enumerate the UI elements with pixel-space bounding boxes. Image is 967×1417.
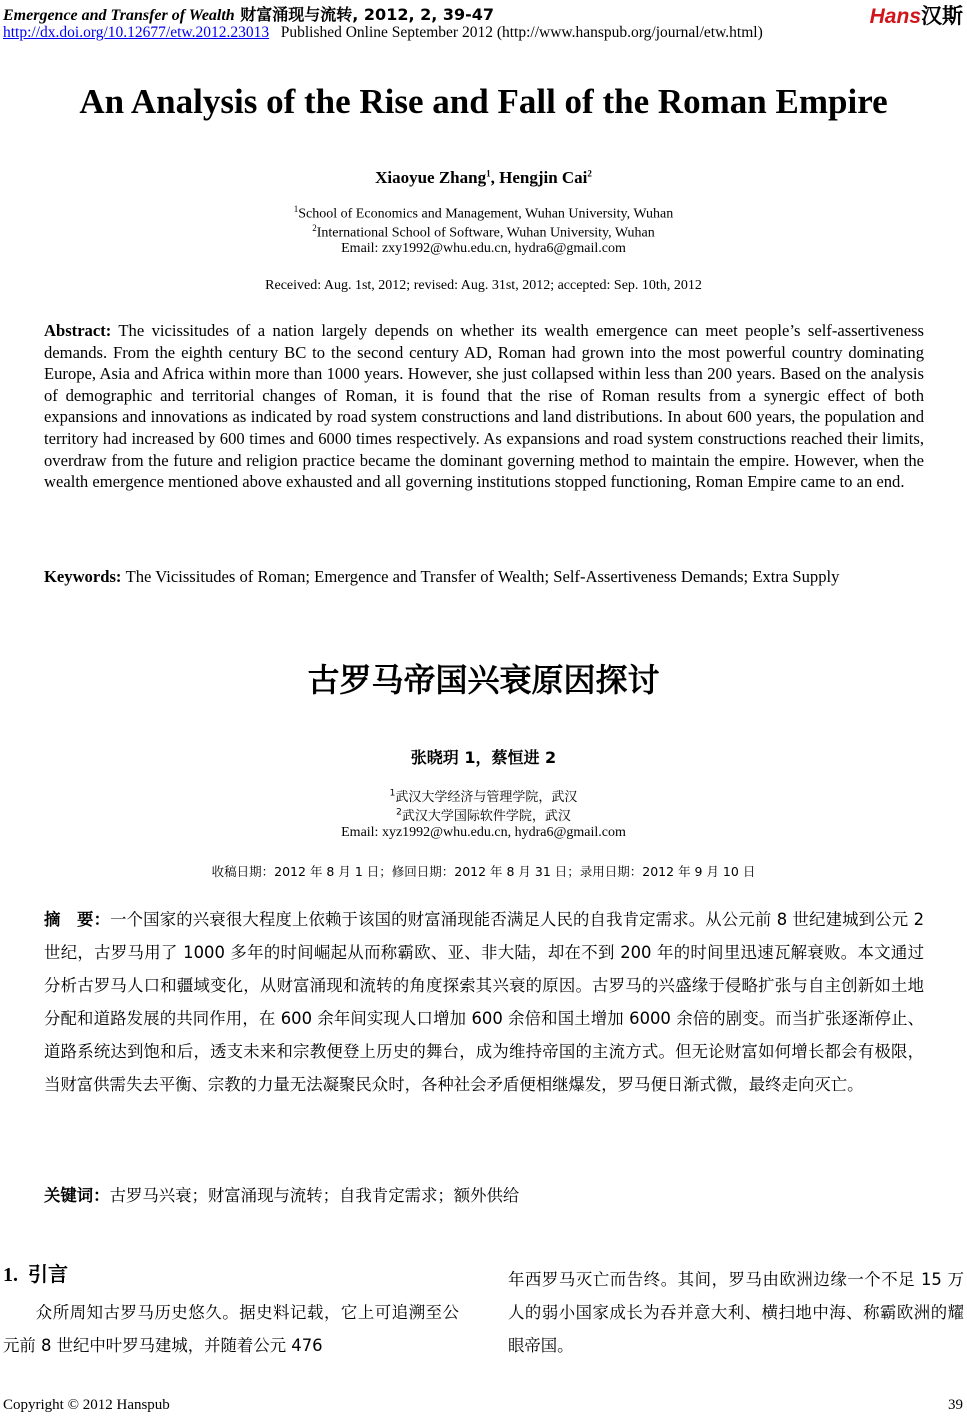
- email-cn: Email: xyz1992@whu.edu.cn, hydra6@gmail.com: [341, 825, 626, 840]
- keywords-text: The Vicissitudes of Roman; Emergence and Transfer of Wealth; Self-Assertiveness Demands; Extra Supply: [125, 567, 840, 586]
- copyright: Copyright © 2012 Hanspub: [3, 1397, 170, 1413]
- keywords-cn: [44, 1182, 519, 1206]
- received-dates: Received: Aug. 1st, 2012; revised: Aug. 31st, 2012; accepted: Sep. 10th, 2012: [265, 278, 702, 293]
- published-info: Published Online September 2012 (http://www.hanspub.org/journal/etw.html): [280, 24, 763, 41]
- affiliation-text: School of Economics and Management, Wuhan University, Wuhan: [298, 206, 674, 222]
- journal-info: 财富涌现与流转, 2012, 2, 39-47: [234, 5, 495, 24]
- section-number: 1.: [3, 1264, 18, 1286]
- keywords-en: [44, 566, 896, 588]
- journal-header: [3, 2, 494, 25]
- abstract-en: [44, 320, 924, 493]
- abstract-cn: [44, 903, 924, 1101]
- logo-cn: 汉斯: [921, 4, 963, 28]
- affiliation-cn-1: $^1$武汉大学经济与管理学院，武汉: [389, 788, 578, 805]
- authors: Xiaoyue Zhang$^1$, Hengjin Cai$^2$: [375, 168, 592, 187]
- keywords-text-cn: 古罗马兴衰；财富涌现与流转；自我肯定需求；额外供给: [109, 1186, 520, 1205]
- journal-name: Emergence and Transfer of Wealth: [3, 7, 235, 24]
- affiliation-text: 武汉大学国际软件学院，武汉: [401, 809, 571, 824]
- title-cn: 古罗马帝国兴衰原因探讨: [307, 661, 660, 699]
- abstract-label-cn: 摘 要：: [44, 910, 111, 929]
- dates-cn: 收稿日期：2012 年 8 月 1 日；修回日期：2012 年 8 月 31 日；录用日期：2012 年 9 月 10 日: [211, 864, 756, 879]
- affiliation-text: 武汉大学经济与管理学院，武汉: [395, 790, 578, 805]
- keywords-label-cn: 关键词：: [44, 1186, 110, 1205]
- affiliation-2: $^2$International School of Software, Wuhan University, Wuhan: [312, 223, 655, 241]
- affiliation-text: International School of Software, Wuhan University, Wuhan: [316, 225, 655, 241]
- paper-title: An Analysis of the Rise and Fall of the Roman Empire: [79, 82, 888, 121]
- doi-line: [3, 24, 763, 42]
- body-right-column: 年西罗马灭亡而告终。其间，罗马由欧洲边缘一个不足 15 万人的弱小国家成长为吞并意大利、横扫地中海、称霸欧洲的耀眼帝国。: [508, 1270, 964, 1355]
- hanspub-logo: [870, 0, 963, 30]
- keywords-label: Keywords:: [44, 567, 122, 586]
- abstract-text: The vicissitudes of a nation largely depends on whether its wealth emergence can meet people’s self-assertiveness demands. From the eighth century BC to the second century AD, Roman had grown into the most powerful country dominating Europe, Asia and Africa within more than 1000 years. However, she just collapsed within less than 200 years. Based on the analysis of demographic and territorial changes of Roman, it is found that the rise of Roman results from a synergic effect of both expansions and innovations as indicated by road system constructions and land distributions. In about 600 years, the population and territory had increased by 600 times and 6000 times respectively. As expansions and road system constructions reached their limits, overdraw from the future and religion practice became the dominant governing method to maintain the empire. However, when the wealth emergence mentioned above exhausted and all governing institutions stopped functioning, Roman Empire came to an end.: [44, 321, 924, 492]
- section-title: 引言: [28, 1262, 68, 1286]
- author-1: Xiaoyue Zhang: [375, 168, 487, 187]
- doi-link[interactable]: http://dx.doi.org/10.12677/etw.2012.23013: [3, 24, 270, 41]
- body-left-column: 众所周知古罗马历史悠久。据史料记载，它上可追溯至公元前 8 世纪中叶罗马建城，并随着公元 476: [3, 1303, 459, 1355]
- author-2: Hengjin Cai: [499, 168, 588, 187]
- email: Email: zxy1992@whu.edu.cn, hydra6@gmail.com: [341, 241, 626, 256]
- page-number: 39: [948, 1397, 963, 1413]
- logo-en: Hans: [869, 5, 921, 28]
- abstract-text-cn: 一个国家的兴衰很大程度上依赖于该国的财富涌现能否满足人民的自我肯定需求。从公元前 8 世纪建城到公元 2 世纪，古罗马用了 1000 多年的时间崛起从而称霸欧、亚、非大陆，却在不到 200 年的时间里迅速瓦解衰败。本文通过分析古罗马人口和疆域变化，从财富涌现和流转的角度探索其兴衰的原因。古罗马的兴盛缘于侵略扩张与自主创新如土地分配和道路发展的共同作用，在 600 余年间实现人口增加 600 余倍和国土增加 6000 余倍的剧变。而当扩张逐渐停止、道路系统达到饱和后，透支未来和宗教便登上历史的舞台，成为维持帝国的主流方式。但无论财富如何增长都会有极限，当财富供需失去平衡、宗教的力量无法凝聚民众时，各种社会矛盾便相继爆发，罗马便日渐式微，最终走向灭亡。: [44, 910, 924, 1094]
- abstract-label: Abstract:: [44, 321, 112, 340]
- affiliation-1: $^1$School of Economics and Management, Wuhan University, Wuhan: [293, 204, 674, 222]
- section-heading: [3, 1258, 68, 1287]
- affiliation-cn-2: $^2$武汉大学国际软件学院，武汉: [396, 807, 571, 824]
- authors-cn: 张晓玥 1，蔡恒进 2: [410, 748, 557, 767]
